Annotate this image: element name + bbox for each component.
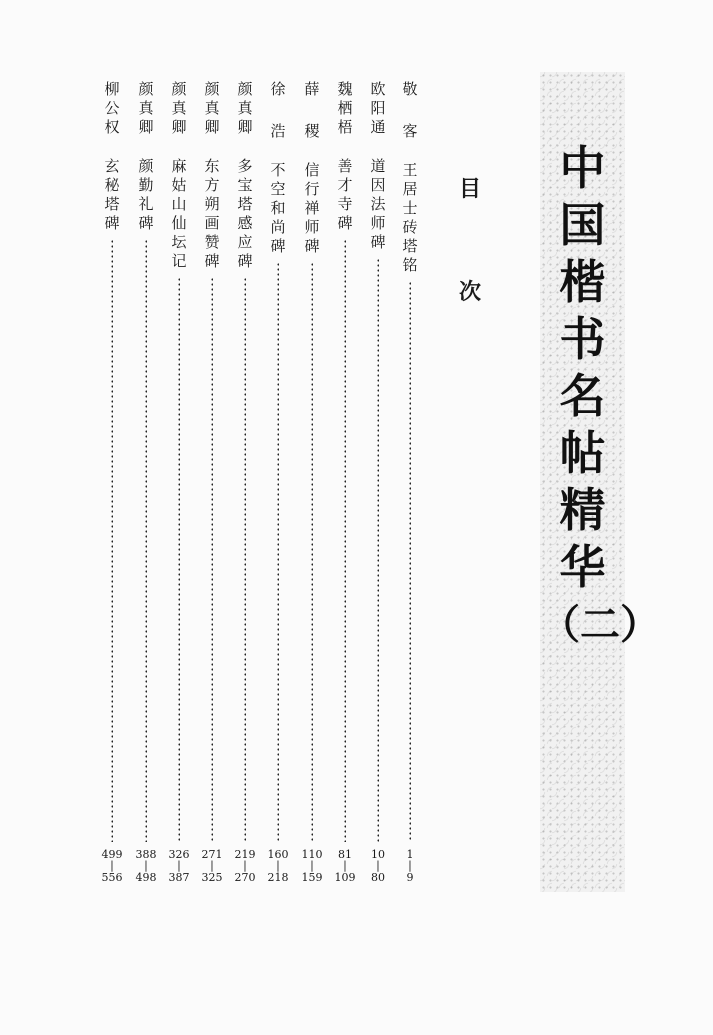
toc-heading-char: 次: [458, 280, 481, 305]
toc-work-char: 空: [270, 180, 286, 198]
toc-author-char: 客: [402, 122, 418, 140]
toc-work-char: 颜: [138, 157, 154, 175]
toc-work-char: 坛: [171, 233, 187, 251]
toc-work-char: 信: [304, 161, 320, 179]
toc-author-char: 真: [237, 99, 253, 117]
page-dash: |: [343, 859, 347, 872]
volume-label: （二）: [540, 601, 660, 648]
page-end: 270: [234, 871, 256, 884]
page-range: [202, 848, 223, 884]
toc-work-char: 和: [270, 199, 286, 217]
toc-work-char: 铭: [402, 256, 418, 274]
toc-work-char: 士: [402, 199, 418, 217]
toc-author-char: 卿: [204, 118, 220, 136]
toc-author-char: 魏: [337, 80, 353, 98]
leader-dots: [277, 262, 279, 842]
toc-author-char: 敬: [402, 80, 418, 98]
toc-work-char: 姑: [171, 176, 187, 194]
toc-author-char: 梧: [337, 118, 353, 136]
toc-author-char: 卿: [171, 118, 187, 136]
toc-work-char: 碑: [104, 214, 120, 232]
page-range: [235, 848, 256, 884]
toc-work-char: 碑: [337, 214, 353, 232]
toc-work-char: 勤: [138, 176, 154, 194]
page-dash: |: [210, 859, 214, 872]
leader-dots: [377, 258, 379, 842]
toc-author-char: 栖: [337, 99, 353, 117]
toc-work-char: 山: [171, 195, 187, 213]
toc-work-char: 才: [337, 176, 353, 194]
toc-work-char: 不: [270, 161, 286, 179]
toc-author-char: 薛: [304, 80, 320, 98]
page-end: 9: [406, 871, 414, 884]
toc-author-char: 权: [104, 118, 120, 136]
page-end: 498: [135, 871, 157, 884]
toc-entry: [134, 80, 158, 884]
book-title-char: 国: [559, 198, 606, 252]
toc-entry: [300, 80, 324, 884]
book-title-char: 楷: [559, 255, 606, 309]
book-title-char: 华: [559, 540, 606, 594]
page-range: [102, 848, 123, 884]
toc-author-char: 真: [204, 99, 220, 117]
toc-work-char: 碑: [138, 214, 154, 232]
toc-work-char: 多: [237, 157, 253, 175]
page-end: 159: [301, 871, 323, 884]
page-start: 326: [168, 848, 190, 861]
toc-work-char: 塔: [402, 237, 418, 255]
page-dash: |: [243, 859, 247, 872]
page-range: [302, 848, 323, 884]
page-start: 110: [301, 848, 323, 861]
toc-work-char: 画: [204, 214, 220, 232]
toc-work-char: 碑: [304, 237, 320, 255]
toc-entry: [366, 80, 390, 884]
toc-work-char: 记: [171, 252, 187, 270]
toc-author-char: 颜: [138, 80, 154, 98]
toc-author-char: 浩: [270, 122, 286, 140]
toc-work-char: 善: [337, 157, 353, 175]
book-title-char: 书: [559, 312, 606, 366]
toc-work-char: 玄: [104, 157, 120, 175]
toc-work-char: 秘: [104, 176, 120, 194]
leader-dots: [178, 277, 180, 842]
book-title-char: 名: [559, 369, 606, 423]
toc-work-char: 因: [370, 176, 386, 194]
page-start: 388: [135, 848, 157, 861]
toc-author-char: 真: [138, 99, 154, 117]
toc-entry: [398, 80, 422, 884]
toc-author-char: 真: [171, 99, 187, 117]
toc-entry: [100, 80, 124, 884]
page-start: 81: [338, 848, 352, 861]
toc-work-char: 赞: [204, 233, 220, 251]
toc-author-char: 阳: [370, 99, 386, 117]
book-title: [540, 140, 625, 596]
toc-author-char: 徐: [270, 80, 286, 98]
book-title-char: 帖: [559, 426, 606, 480]
page-range: [335, 848, 356, 884]
toc-heading-char: 目: [458, 177, 481, 202]
page-end: 80: [371, 871, 385, 884]
toc-work-char: 居: [402, 180, 418, 198]
page-range: [371, 848, 385, 884]
page-end: 109: [334, 871, 356, 884]
toc-work-char: 师: [304, 218, 320, 236]
page-end: 387: [168, 871, 190, 884]
toc-entry: [333, 80, 357, 884]
toc-author-char: 颜: [237, 80, 253, 98]
toc-work-char: 碑: [270, 237, 286, 255]
toc-author-char: 颜: [171, 80, 187, 98]
toc-work-char: 麻: [171, 157, 187, 175]
toc-author-char: 通: [370, 118, 386, 136]
toc-author-char: 稷: [304, 122, 320, 140]
toc-entry: [200, 80, 224, 884]
page-range: [268, 848, 289, 884]
leader-dots: [311, 262, 313, 842]
toc-work-char: 朔: [204, 195, 220, 213]
toc-work-char: 王: [402, 161, 418, 179]
page-start: 219: [234, 848, 256, 861]
toc-work-char: 塔: [104, 195, 120, 213]
toc-work-char: 法: [370, 195, 386, 213]
page-start: 499: [101, 848, 123, 861]
page-dash: |: [110, 859, 114, 872]
leader-dots: [145, 239, 147, 842]
leader-dots: [211, 277, 213, 842]
toc-work-char: 感: [237, 214, 253, 232]
page-end: 556: [101, 871, 123, 884]
leader-dots: [111, 239, 113, 842]
page-dash: |: [376, 859, 380, 872]
toc-author-char: 欧: [370, 80, 386, 98]
leader-dots: [409, 281, 411, 842]
toc-entry: [233, 80, 257, 884]
leader-dots: [344, 239, 346, 842]
toc-work-char: 东: [204, 157, 220, 175]
book-title-char: 精: [559, 483, 606, 537]
page-dash: |: [408, 859, 412, 872]
page-range: [136, 848, 157, 884]
page-end: 218: [267, 871, 289, 884]
page-range: [407, 848, 414, 884]
toc-work-char: 宝: [237, 176, 253, 194]
page-range: [169, 848, 190, 884]
toc-author-char: 颜: [204, 80, 220, 98]
toc-work-char: 碑: [237, 252, 253, 270]
toc-author-char: 柳: [104, 80, 120, 98]
page-start: 160: [267, 848, 289, 861]
toc-work-char: 行: [304, 180, 320, 198]
toc-author-char: 卿: [138, 118, 154, 136]
toc-author-char: 卿: [237, 118, 253, 136]
toc-work-char: 应: [237, 233, 253, 251]
toc-author-char: 公: [104, 99, 120, 117]
toc-work-char: 仙: [171, 214, 187, 232]
toc-work-char: 塔: [237, 195, 253, 213]
leader-dots: [244, 277, 246, 842]
toc-work-char: 尚: [270, 218, 286, 236]
toc-work-char: 师: [370, 214, 386, 232]
toc-work-char: 碑: [370, 233, 386, 251]
page-end: 325: [201, 871, 223, 884]
toc-entry: [167, 80, 191, 884]
toc-entry: [266, 80, 290, 884]
toc-work-char: 禅: [304, 199, 320, 217]
toc-work-char: 方: [204, 176, 220, 194]
toc-work-char: 碑: [204, 252, 220, 270]
page-dash: |: [144, 859, 148, 872]
toc-work-char: 礼: [138, 195, 154, 213]
page-start: 10: [371, 848, 385, 861]
toc-work-char: 寺: [337, 195, 353, 213]
book-title-char: 中: [559, 141, 606, 195]
page-dash: |: [177, 859, 181, 872]
toc-work-char: 砖: [402, 218, 418, 236]
page-dash: |: [310, 859, 314, 872]
toc-work-char: 道: [370, 157, 386, 175]
page-dash: |: [276, 859, 280, 872]
toc-heading: [455, 172, 485, 306]
page-start: 271: [201, 848, 223, 861]
page-start: 1: [406, 848, 414, 861]
